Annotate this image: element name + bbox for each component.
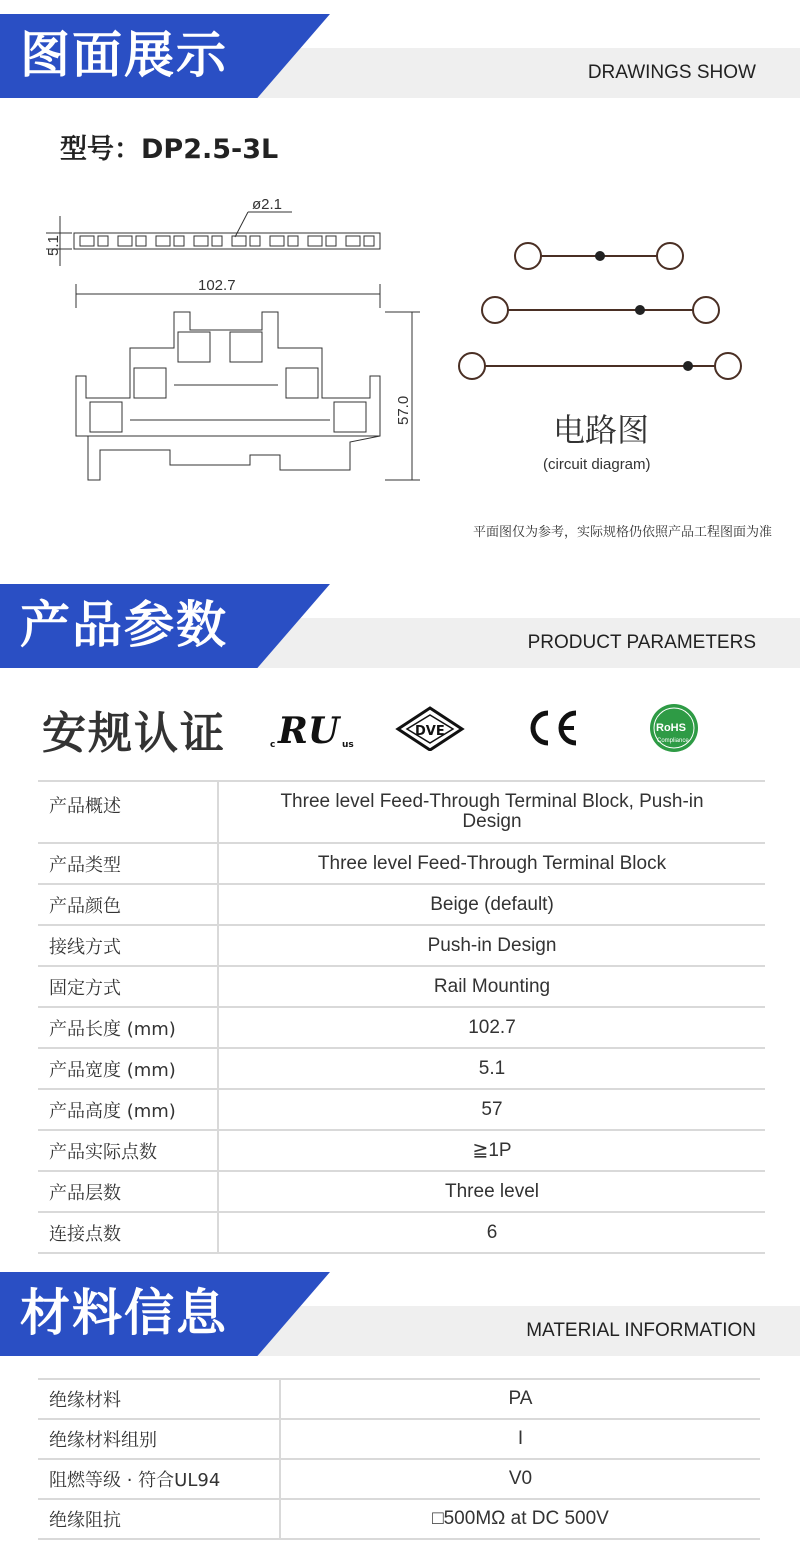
row-label: 产品颜色: [38, 884, 218, 925]
params-table: [38, 780, 765, 1254]
terminal-2a: [482, 297, 508, 323]
row-label: 绝缘材料组别: [38, 1419, 280, 1459]
row-value: 102.7: [218, 1007, 765, 1048]
row-value: I: [280, 1419, 760, 1459]
row-value: 57: [218, 1089, 765, 1130]
table-row: [38, 1171, 765, 1212]
svg-text:us: us: [342, 740, 354, 750]
circuit-title: 电路图: [553, 411, 650, 449]
ul-icon: [270, 705, 356, 751]
row-label: 产品长度 (mm): [38, 1007, 218, 1048]
table-row: [38, 843, 765, 884]
section-title-cn: 产品参数: [20, 596, 228, 654]
table-row: [38, 1459, 760, 1499]
dim-height: 57.0: [395, 395, 412, 425]
section-title-en: PRODUCT PARAMETERS: [527, 632, 756, 653]
row-value: Three level: [218, 1171, 765, 1212]
vde-icon: [395, 705, 465, 751]
row-value: 6: [218, 1212, 765, 1253]
material-banner: [0, 1272, 800, 1356]
section-title-cn: 图面展示: [20, 26, 228, 84]
row-label: 固定方式: [38, 966, 218, 1007]
table-row: [38, 1007, 765, 1048]
table-row: [38, 925, 765, 966]
row-label: 阻燃等级 · 符合UL94: [38, 1459, 280, 1499]
terminal-3a: [459, 353, 485, 379]
section-title-en: DRAWINGS SHOW: [587, 62, 756, 83]
table-row: [38, 1089, 765, 1130]
terminal-1b: [657, 243, 683, 269]
row-value: Three level Feed-Through Terminal Block: [218, 843, 765, 884]
material-table: [38, 1378, 760, 1540]
model-label: 型号：DP2.5-3L: [60, 134, 279, 165]
top-view: [46, 212, 380, 266]
dim-width: 5.1: [45, 235, 62, 256]
drawings-banner: [0, 14, 800, 98]
row-value: Three level Feed-Through Terminal Block, Push-in Design: [218, 781, 765, 843]
table-row: [38, 1130, 765, 1171]
table-row: [38, 1212, 765, 1253]
row-value: Rail Mounting: [218, 966, 765, 1007]
table-row: [38, 1048, 765, 1089]
dim-length: 102.7: [198, 277, 236, 294]
terminal-3b: [715, 353, 741, 379]
row-label: 绝缘材料: [38, 1379, 280, 1419]
ce-icon: [522, 705, 582, 751]
row-value: □500MΩ at DC 500V: [280, 1499, 760, 1539]
terminal-2b: [693, 297, 719, 323]
table-row: [38, 1499, 760, 1539]
rohs-icon: [648, 702, 700, 754]
row-label: 产品层数: [38, 1171, 218, 1212]
params-banner: [0, 584, 800, 668]
side-view: [76, 312, 380, 480]
table-row: [38, 1419, 760, 1459]
circuit-subtitle: (circuit diagram): [543, 456, 651, 473]
row-label: 产品类型: [38, 843, 218, 884]
row-value: ≧1P: [218, 1130, 765, 1171]
row-label: 产品实际点数: [38, 1130, 218, 1171]
row-value: Push-in Design: [218, 925, 765, 966]
circuit-diagram: [450, 230, 750, 390]
svg-text:Compliance: Compliance: [657, 738, 689, 744]
row-value: PA: [280, 1379, 760, 1419]
table-row: [38, 1379, 760, 1419]
table-row: [38, 884, 765, 925]
svg-text:RU: RU: [278, 710, 340, 751]
row-value: V0: [280, 1459, 760, 1499]
svg-text:c: c: [270, 740, 276, 750]
dim-diameter: ø2.1: [252, 196, 283, 213]
row-label: 绝缘阻抗: [38, 1499, 280, 1539]
row-label: 产品高度 (mm): [38, 1089, 218, 1130]
section-title-cn: 材料信息: [20, 1284, 228, 1342]
row-label: 产品概述: [38, 781, 218, 843]
svg-text:RoHS: RoHS: [656, 722, 686, 734]
section-title-en: MATERIAL INFORMATION: [526, 1320, 756, 1341]
product-drawing: [30, 180, 430, 500]
svg-text:DVE: DVE: [415, 724, 445, 739]
terminal-1a: [515, 243, 541, 269]
certification-title: 安规认证: [42, 708, 226, 759]
row-label: 产品宽度 (mm): [38, 1048, 218, 1089]
row-label: 接线方式: [38, 925, 218, 966]
row-value: 5.1: [218, 1048, 765, 1089]
drawing-note: 平面图仅为参考，实际规格仍依照产品工程图面为准: [472, 525, 772, 540]
row-label: 连接点数: [38, 1212, 218, 1253]
row-value: Beige (default): [218, 884, 765, 925]
table-row: [38, 781, 765, 843]
table-row: [38, 966, 765, 1007]
